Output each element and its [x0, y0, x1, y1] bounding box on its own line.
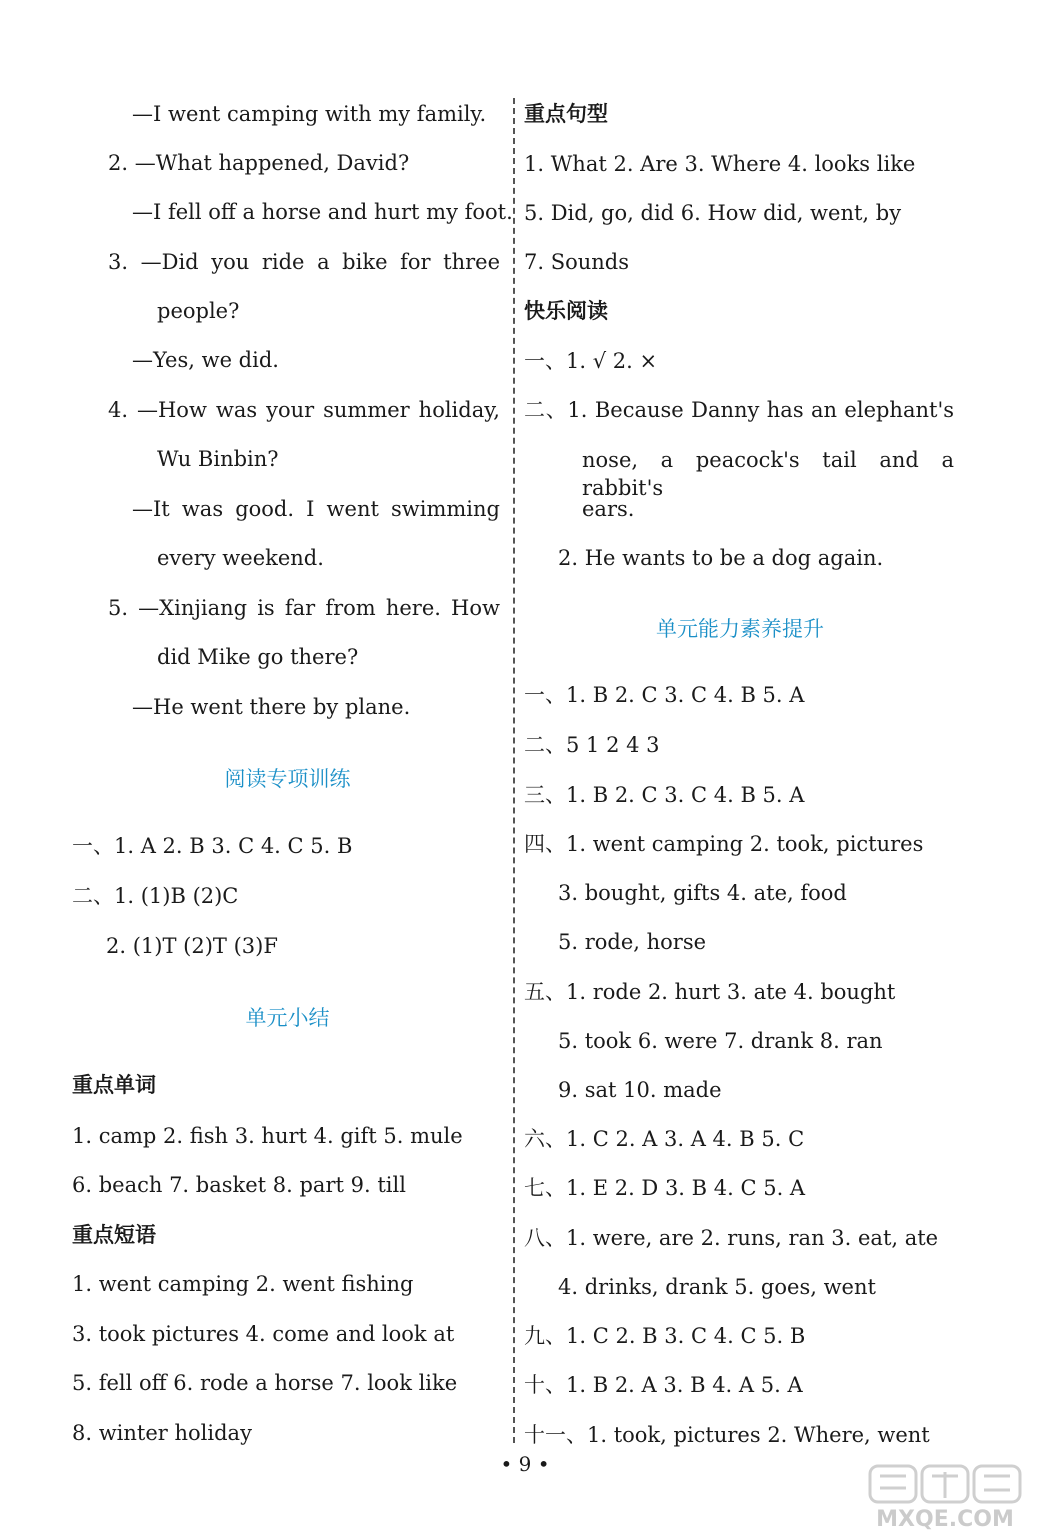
answer-line: 二、1. Because Danny has an elephant's [524, 398, 954, 422]
answer-line: 二、5 1 2 4 3 [524, 733, 660, 757]
answer-line: 一、1. B 2. C 3. C 4. B 5. A [524, 683, 805, 707]
answer-line: 2. (1)T (2)T (3)F [106, 934, 278, 958]
answer-line: 3. bought, gifts 4. ate, food [558, 881, 847, 905]
page-number: • 9 • [500, 1452, 550, 1476]
answer-line: 7. Sounds [524, 250, 630, 274]
answer-line: 五、1. rode 2. hurt 3. ate 4. bought [524, 980, 896, 1004]
dialog-line: 4. —How was your summer holiday, [108, 398, 500, 422]
watermark-logo [850, 1462, 1040, 1532]
dialog-line: did Mike go there? [157, 645, 359, 669]
heading-key-words: 重点单词 [72, 1073, 156, 1097]
answer-line: 八、1. were, are 2. runs, ran 3. eat, ate [524, 1226, 939, 1250]
dialog-line: 3. —Did you ride a bike for three [108, 250, 500, 274]
dialog-line: —He went there by plane. [132, 695, 411, 719]
answer-line: 四、1. went camping 2. took, pictures [524, 832, 924, 856]
section-title-ability: 单元能力素养提升 [656, 617, 824, 641]
answer-line: 2. He wants to be a dog again. [558, 546, 884, 570]
heading-happy-reading: 快乐阅读 [524, 299, 608, 323]
answer-line: 三、1. B 2. C 3. C 4. B 5. A [524, 783, 805, 807]
dialog-line: —I fell off a horse and hurt my foot. [132, 200, 513, 224]
answer-line: 5. took 6. were 7. drank 8. ran [558, 1029, 883, 1053]
dialog-line: people? [157, 299, 240, 323]
answer-line: 一、1. √ 2. × [524, 349, 658, 373]
column-divider [513, 98, 515, 1443]
dialog-line: Wu Binbin? [157, 447, 279, 471]
dialog-line: 2. —What happened, David? [108, 151, 410, 175]
watermark-text: MXQE.COM [876, 1507, 1014, 1532]
heading-key-sentences: 重点句型 [524, 102, 608, 126]
answer-line: 二、1. (1)B (2)C [72, 884, 239, 908]
answer-line: 4. drinks, drank 5. goes, went [558, 1275, 876, 1299]
answer-line: 十一、1. took, pictures 2. Where, went [524, 1423, 930, 1447]
answer-line: 六、1. C 2. A 3. A 4. B 5. C [524, 1127, 805, 1151]
answer-line: 9. sat 10. made [558, 1078, 722, 1102]
section-title-summary: 单元小结 [245, 1006, 330, 1030]
answer-line: nose, a peacock's tail and a rabbit's [582, 448, 954, 500]
answer-line: 1. What 2. Are 3. Where 4. looks like [524, 152, 916, 176]
dialog-line: every weekend. [157, 546, 324, 570]
answer-line: 5. fell off 6. rode a horse 7. look like [72, 1371, 458, 1395]
answer-line: 一、1. A 2. B 3. C 4. C 5. B [72, 834, 353, 858]
answer-line: 6. beach 7. basket 8. part 9. till [72, 1173, 406, 1197]
heading-key-phrases: 重点短语 [72, 1223, 156, 1247]
answer-line: 1. camp 2. fish 3. hurt 4. gift 5. mule [72, 1124, 463, 1148]
answer-line: 九、1. C 2. B 3. C 4. C 5. B [524, 1324, 806, 1348]
answer-line: ears. [582, 497, 635, 521]
dialog-line: 5. —Xinjiang is far from here. How [108, 596, 500, 620]
dialog-line: —Yes, we did. [132, 348, 279, 372]
answer-line: 5. rode, horse [558, 930, 707, 954]
section-title-reading: 阅读专项训练 [224, 767, 351, 791]
answer-line: 3. took pictures 4. come and look at [72, 1322, 455, 1346]
answer-line: 七、1. E 2. D 3. B 4. C 5. A [524, 1176, 806, 1200]
answer-line: 5. Did, go, did 6. How did, went, by [524, 201, 902, 225]
dialog-line: —It was good. I went swimming [132, 497, 500, 521]
answer-line: 1. went camping 2. went fishing [72, 1272, 414, 1296]
dialog-line: —I went camping with my family. [132, 102, 487, 126]
answer-line: 8. winter holiday [72, 1421, 252, 1445]
answer-line: 十、1. B 2. A 3. B 4. A 5. A [524, 1373, 803, 1397]
